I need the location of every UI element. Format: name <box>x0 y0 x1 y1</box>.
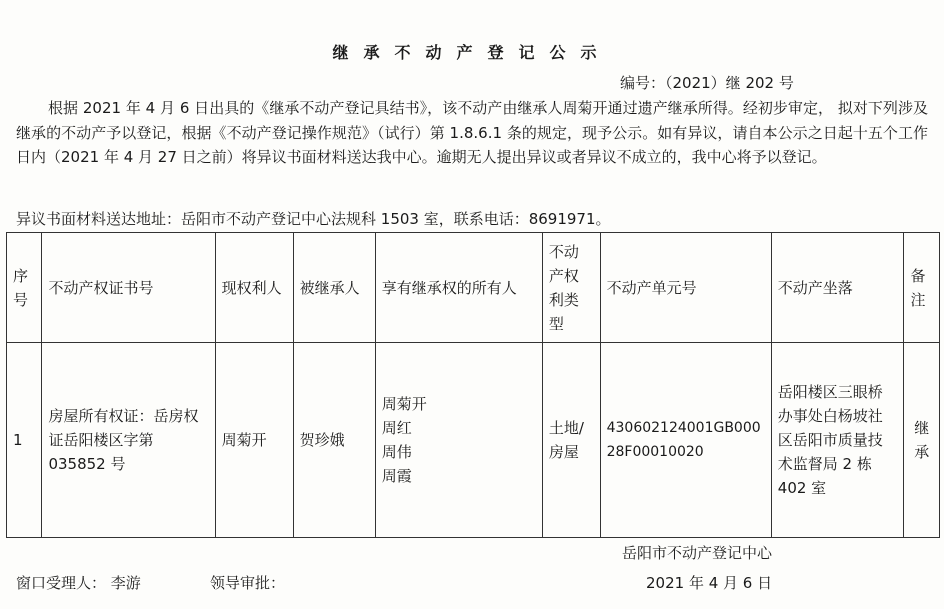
cell-location: 岳阳楼区三眼桥办事处白杨坡社区岳阳市质量技术监督局 2 栋 402 室 <box>771 343 904 538</box>
heir-name: 周伟 <box>381 443 412 461</box>
issue-date: 2021 年 4 月 6 日 <box>646 574 773 592</box>
issuing-organization: 岳阳市不动产登记中心 <box>622 544 773 562</box>
window-handler: 窗口受理人： 李游 <box>16 574 141 592</box>
cell-all-heirs <box>375 343 542 538</box>
header-cert-number: 不动产权证书号 <box>42 233 215 343</box>
header-decedent: 被继承人 <box>293 233 375 343</box>
header-current-owner: 现权利人 <box>215 233 293 343</box>
cell-current-owner: 周菊开 <box>215 343 293 538</box>
header-right-type: 不动产权利类型 <box>542 233 600 343</box>
heir-name: 周霞 <box>381 467 412 485</box>
header-unit-number: 不动产单元号 <box>600 233 771 343</box>
cell-note: 继承 <box>904 343 940 538</box>
heir-name: 周红 <box>381 419 412 437</box>
header-all-heirs: 享有继承权的所有人 <box>375 233 542 343</box>
registration-table <box>6 232 940 538</box>
document-number: 编号：（2021）继 202 号 <box>620 74 794 92</box>
header-location: 不动产坐落 <box>771 233 904 343</box>
header-no: 序号 <box>7 233 42 343</box>
cell-cert-number: 房屋所有权证：岳房权证岳阳楼区字第 035852 号 <box>42 343 215 538</box>
cell-decedent: 贺珍娥 <box>293 343 375 538</box>
header-note: 备注 <box>904 233 940 343</box>
cell-unit-number: 430602124001GB00028F00010020 <box>600 343 771 538</box>
leader-approval: 领导审批： <box>210 574 286 592</box>
table-header-row <box>7 233 940 343</box>
notice-body-paragraph: 根据 2021 年 4 月 6 日出具的《继承不动产登记具结书》，该不动产由继承人周菊开通过遗产继承所得。经初步审定， 拟对下列涉及继承的不动产予以登记，根据《不动产登记操作规范》（试行）第 1.8.6.1 条的规定，现予公示。如有异议，请自本公示之日起十五个工作日内（2021 年 4 月 27 日之前）将异议书面材料送达我中心。逾期无人提出异议或者异议不成立的，我中心将予以登记。 <box>16 99 928 166</box>
objection-address: 异议书面材料送达地址：岳阳市不动产登记中心法规科 1503 室，联系电话：8691971。 <box>16 210 611 228</box>
cell-right-type: 土地/房屋 <box>542 343 600 538</box>
heir-name: 周菊开 <box>381 395 427 413</box>
cell-no: 1 <box>7 343 42 538</box>
page-title: 继承不动产登记公示 <box>332 43 612 62</box>
table-row <box>7 343 940 538</box>
